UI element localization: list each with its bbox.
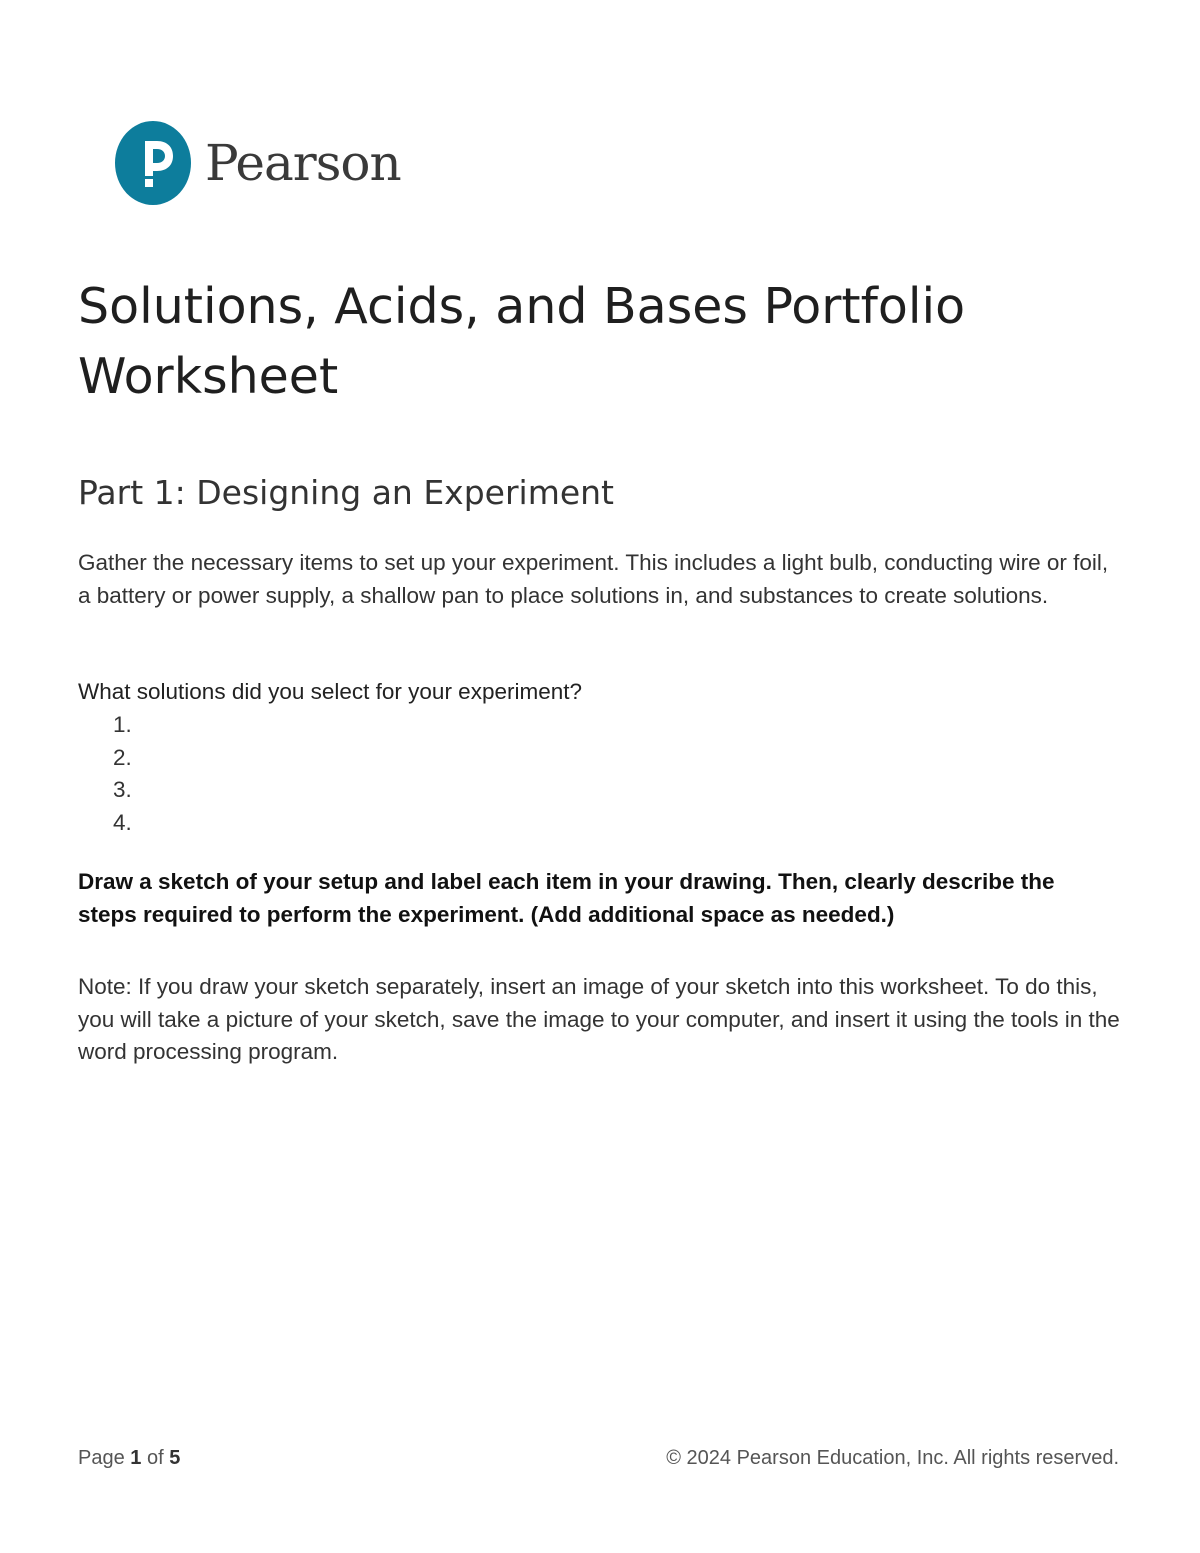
part-1-heading: Part 1: Designing an Experiment	[78, 473, 614, 512]
page-current: 1	[130, 1447, 142, 1469]
answer-list	[113, 709, 132, 839]
page-total: 5	[169, 1447, 181, 1469]
answer-item-3: 3.	[113, 777, 132, 802]
answer-item-2: 2.	[113, 744, 132, 770]
pearson-p-logo-icon	[115, 121, 191, 205]
solutions-question: What solutions did you select for your experiment?	[78, 679, 582, 704]
copyright-notice: © 2024 Pearson Education, Inc. All rights reserved.	[666, 1447, 1119, 1469]
page-of: of	[146, 1447, 164, 1469]
pearson-wordmark: Pearson	[205, 134, 401, 192]
intro-paragraph: Gather the necessary items to set up your experiment. This includes a light bulb, conducting wire or foil, a battery or power supply, a shallow pan to place solutions in, and substances to create solutions.	[78, 550, 1109, 608]
page-number	[78, 1444, 180, 1472]
answer-item-1: 1.	[113, 712, 132, 737]
sketch-instruction: Draw a sketch of your setup and label each item in your drawing. Then, clearly describe the steps required to perform the experiment. (Add additional space as needed.)	[78, 869, 1055, 927]
sketch-note: Note: If you draw your sketch separately, insert an image of your sketch into this worksheet. To do this, you will take a picture of your sketch, save the image to your computer, and insert it using the tools in the word processing program.	[78, 974, 1120, 1064]
page-label: Page	[78, 1447, 125, 1469]
pearson-logo	[115, 121, 401, 205]
answer-item-4: 4.	[113, 809, 132, 835]
page-title: Solutions, Acids, and Bases Portfolio Worksheet	[78, 278, 966, 405]
